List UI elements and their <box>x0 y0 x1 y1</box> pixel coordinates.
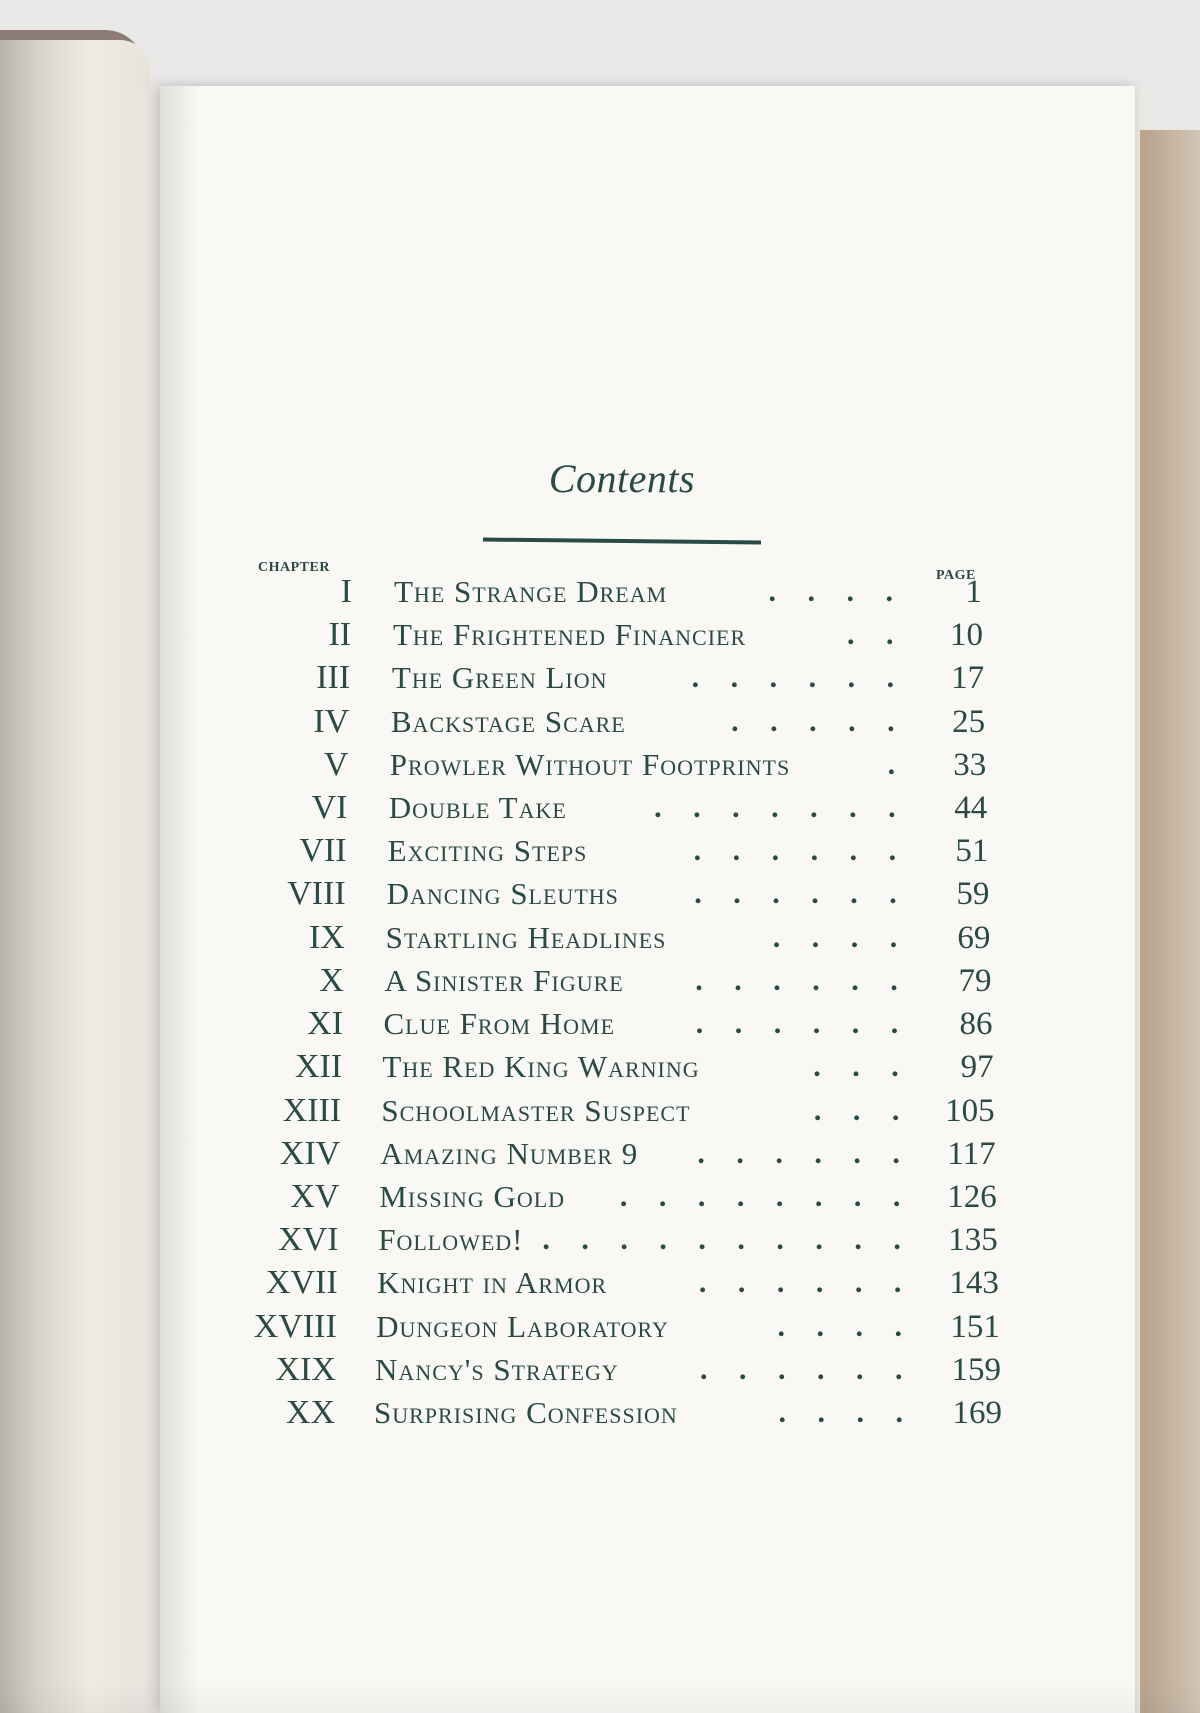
chapter-title: Dancing Sleuths <box>386 876 619 912</box>
toc-row <box>0 1348 1200 1392</box>
leader-dots: . <box>887 747 908 781</box>
leader-dots: . . . . . . <box>699 1352 915 1386</box>
chapter-title: Followed! <box>378 1222 524 1258</box>
chapter-title: Double Take <box>388 790 567 826</box>
leader-dots: . . . . <box>777 1309 914 1343</box>
leader-dots: . . . . . . . . <box>619 1179 913 1213</box>
page-number: 126 <box>947 1178 997 1215</box>
page-number: 105 <box>945 1092 995 1129</box>
chapter-title: Exciting Steps <box>387 833 588 869</box>
toc-row <box>0 1391 1200 1435</box>
toc-row <box>0 786 1200 830</box>
page-number: 51 <box>955 833 989 870</box>
leader-dots: . . . . . . <box>694 877 909 911</box>
chapter-numeral: III <box>316 659 351 697</box>
chapter-numeral: XI <box>307 1005 344 1043</box>
chapter-title: Schoolmaster Suspect <box>381 1092 691 1128</box>
chapter-title: The Frightened Financier <box>392 617 747 653</box>
page-number: 33 <box>953 746 987 783</box>
leader-dots: . . . . . . <box>695 1007 911 1041</box>
page-number: 169 <box>952 1395 1002 1431</box>
toc-row <box>0 1218 1200 1262</box>
leader-dots: . . . <box>813 1050 911 1084</box>
chapter-numeral: IV <box>313 702 350 740</box>
page-column-header: PAGE <box>936 568 976 583</box>
chapter-title: Amazing Number 9 <box>380 1135 639 1171</box>
page-number: 17 <box>951 660 985 697</box>
chapter-numeral: II <box>328 616 352 654</box>
chapter-numeral: XVI <box>278 1221 339 1259</box>
page-number: 79 <box>958 962 992 999</box>
chapter-title: Backstage Scare <box>390 703 626 739</box>
toc-row <box>0 916 1200 960</box>
chapter-numeral: XX <box>285 1394 335 1431</box>
chapter-title: The Green Lion <box>391 660 608 696</box>
chapter-title: The Strange Dream <box>394 574 668 609</box>
chapter-numeral: IX <box>308 918 345 956</box>
toc-row <box>0 613 1200 657</box>
chapter-numeral: XIII <box>282 1091 342 1129</box>
page-number: 10 <box>950 617 984 654</box>
toc-row <box>0 1261 1200 1305</box>
chapter-numeral: XV <box>290 1177 340 1215</box>
chapter-title: Clue From Home <box>383 1006 616 1042</box>
bottom-shade <box>0 1683 1200 1713</box>
leader-dots: . . . . . . <box>697 1136 912 1170</box>
page-title: Contents <box>548 456 696 501</box>
toc-row <box>0 1045 1200 1089</box>
page-number: 97 <box>960 1049 994 1086</box>
toc-row <box>0 959 1200 1003</box>
leader-dots: . . . <box>813 1093 912 1127</box>
toc-row <box>0 743 1200 787</box>
toc-row <box>0 1305 1200 1349</box>
toc-row <box>0 1175 1200 1219</box>
chapter-title: Startling Headlines <box>385 919 667 955</box>
toc-row <box>0 829 1200 873</box>
leader-dots: . . <box>847 618 906 652</box>
page-number: 44 <box>954 790 988 827</box>
chapter-title: Dungeon Laboratory <box>376 1308 669 1344</box>
chapter-column-header: CHAPTER <box>258 560 330 575</box>
leader-dots: . . . . . . . . . . <box>542 1223 913 1257</box>
page-number: 159 <box>951 1351 1001 1388</box>
leader-dots: . . . . . . <box>695 963 910 997</box>
page-number: 135 <box>948 1222 998 1259</box>
chapter-numeral: V <box>323 745 349 783</box>
page-number: 25 <box>952 703 986 740</box>
chapter-title: Nancy's Strategy <box>375 1351 619 1387</box>
toc-row <box>0 1132 1200 1176</box>
page-number: 1 <box>965 574 982 610</box>
leader-dots: . . . . <box>768 575 905 608</box>
chapter-numeral: XVII <box>265 1264 338 1302</box>
chapter-numeral: XVIII <box>253 1307 337 1345</box>
page-number: 86 <box>959 1006 993 1043</box>
chapter-title: Prowler Without Footprints <box>389 746 791 782</box>
chapter-numeral: VI <box>311 789 348 827</box>
leader-dots: . . . . . . <box>698 1266 914 1300</box>
page-number: 151 <box>950 1308 1000 1345</box>
leader-dots: . . . . . . <box>691 661 907 695</box>
page-number: 117 <box>947 1135 996 1172</box>
toc-row <box>0 1002 1200 1046</box>
chapter-title: Missing Gold <box>379 1178 566 1214</box>
toc-row <box>0 656 1200 700</box>
page-number: 143 <box>949 1265 999 1302</box>
leader-dots: . . . . <box>778 1396 915 1429</box>
chapter-title: Surprising Confession <box>374 1395 678 1430</box>
chapter-numeral: XII <box>294 1048 343 1086</box>
leader-dots: . . . . <box>772 920 910 954</box>
toc-row <box>0 872 1200 916</box>
chapter-title: Knight in Armor <box>377 1265 608 1301</box>
chapter-numeral: VIII <box>287 875 346 913</box>
chapter-numeral: VII <box>299 832 347 870</box>
page-number: 59 <box>956 876 990 913</box>
toc-row <box>0 570 1200 614</box>
toc-row <box>0 1089 1200 1133</box>
chapter-title: A Sinister Figure <box>384 962 624 998</box>
leader-dots: . . . . . <box>731 704 907 738</box>
chapter-numeral: X <box>319 961 344 999</box>
chapter-numeral: XIX <box>275 1350 336 1388</box>
leader-dots: . . . . . . <box>693 834 909 868</box>
page-number: 69 <box>957 919 991 956</box>
leader-dots: . . . . . . . <box>654 791 908 825</box>
chapter-title: The Red King Warning <box>382 1049 700 1085</box>
chapter-numeral: XIV <box>279 1134 341 1172</box>
chapter-numeral: I <box>340 573 352 610</box>
toc-row <box>0 700 1200 744</box>
